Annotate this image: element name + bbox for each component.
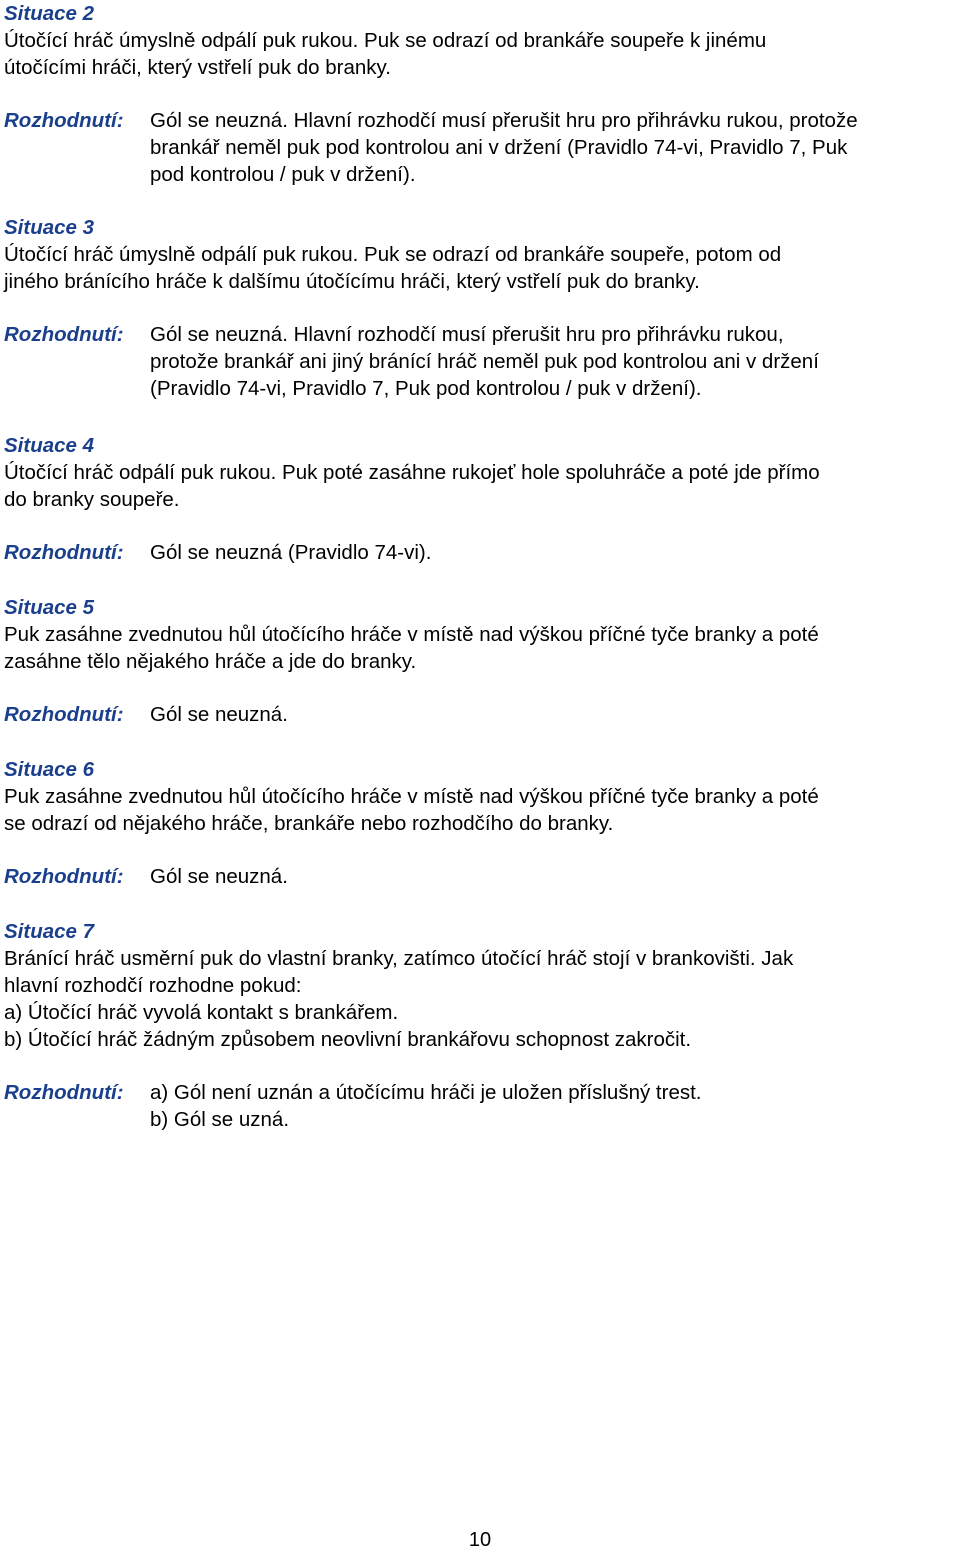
description-line: útočícími hráči, který vstřelí puk do branky. <box>4 56 391 79</box>
situation-2 <box>4 0 954 188</box>
decision-line: Gól se neuzná. <box>150 865 288 888</box>
decision-line: b) Gól se uzná. <box>150 1108 290 1131</box>
situation-title: Situace 7 <box>4 920 95 943</box>
description-line: a) Útočící hráč vyvolá kontakt s brankářem. <box>4 1001 399 1024</box>
decision-line: a) Gól není uznán a útočícímu hráči je uložen příslušný trest. <box>150 1081 702 1104</box>
decision-line: Gól se neuzná. Hlavní rozhodčí musí přerušit hru pro přihrávku rukou, protože <box>150 109 858 132</box>
decision-text <box>150 1079 954 1133</box>
decision-block <box>4 321 954 402</box>
situation-description <box>4 945 954 1053</box>
situation-6 <box>4 756 954 890</box>
situation-7 <box>4 918 954 1133</box>
decision-line: Gól se neuzná. Hlavní rozhodčí musí přerušit hru pro přihrávku rukou, <box>150 323 784 346</box>
description-line: Útočící hráč odpálí puk rukou. Puk poté zasáhne rukojeť hole spoluhráče a poté jde přímo <box>4 461 820 484</box>
decision-label: Rozhodnutí: <box>4 109 124 132</box>
situation-3 <box>4 214 954 402</box>
decision-line: (Pravidlo 74-vi, Pravidlo 7, Puk pod kontrolou / puk v držení). <box>150 377 702 400</box>
decision-line: brankář neměl puk pod kontrolou ani v držení (Pravidlo 74-vi, Pravidlo 7, Puk <box>150 136 848 159</box>
decision-block <box>4 863 954 890</box>
situation-5 <box>4 594 954 728</box>
decision-label: Rozhodnutí: <box>4 1081 124 1104</box>
decision-text <box>150 107 954 188</box>
description-line: hlavní rozhodčí rozhodne pokud: <box>4 974 302 997</box>
description-line: Puk zasáhne zvednutou hůl útočícího hráče v místě nad výškou příčné tyče branky a poté <box>4 623 819 646</box>
decision-text <box>150 539 954 566</box>
decision-block <box>4 107 954 188</box>
decision-label: Rozhodnutí: <box>4 541 124 564</box>
decision-block <box>4 701 954 728</box>
description-line: b) Útočící hráč žádným způsobem neovlivní brankářovu schopnost zakročit. <box>4 1028 692 1051</box>
decision-label: Rozhodnutí: <box>4 703 124 726</box>
decision-line: protože brankář ani jiný bránící hráč neměl puk pod kontrolou ani v držení <box>150 350 819 373</box>
decision-line: Gól se neuzná. <box>150 703 288 726</box>
situation-title: Situace 6 <box>4 758 95 781</box>
decision-line: Gól se neuzná (Pravidlo 74-vi). <box>150 541 432 564</box>
situation-description <box>4 459 954 513</box>
situation-description <box>4 241 954 295</box>
description-line: Útočící hráč úmyslně odpálí puk rukou. Puk se odrazí od brankáře soupeře, potom od <box>4 243 782 266</box>
situation-title: Situace 4 <box>4 434 95 457</box>
page-number: 10 <box>468 1529 492 1551</box>
situation-description <box>4 621 954 675</box>
description-line: se odrazí od nějakého hráče, brankáře nebo rozhodčího do branky. <box>4 812 614 835</box>
decision-text <box>150 701 954 728</box>
decision-line: pod kontrolou / puk v držení). <box>150 163 416 186</box>
decision-label: Rozhodnutí: <box>4 865 124 888</box>
description-line: jiného bránícího hráče k dalšímu útočícímu hráči, který vstřelí puk do branky. <box>4 270 700 293</box>
decision-text <box>150 863 954 890</box>
situation-title: Situace 3 <box>4 216 95 239</box>
decision-block <box>4 539 954 566</box>
description-line: Bránící hráč usměrní puk do vlastní branky, zatímco útočící hráč stojí v brankovišti. Jak <box>4 947 794 970</box>
situation-4 <box>4 432 954 566</box>
decision-label: Rozhodnutí: <box>4 323 124 346</box>
situation-title: Situace 2 <box>4 2 95 25</box>
description-line: Útočící hráč úmyslně odpálí puk rukou. Puk se odrazí od brankáře soupeře k jinému <box>4 29 767 52</box>
situation-title: Situace 5 <box>4 596 95 619</box>
situation-description <box>4 783 954 837</box>
description-line: do branky soupeře. <box>4 488 180 511</box>
decision-text <box>150 321 954 402</box>
decision-block <box>4 1079 954 1133</box>
description-line: zasáhne tělo nějakého hráče a jde do branky. <box>4 650 417 673</box>
description-line: Puk zasáhne zvednutou hůl útočícího hráče v místě nad výškou příčné tyče branky a poté <box>4 785 819 808</box>
situation-description <box>4 27 954 81</box>
